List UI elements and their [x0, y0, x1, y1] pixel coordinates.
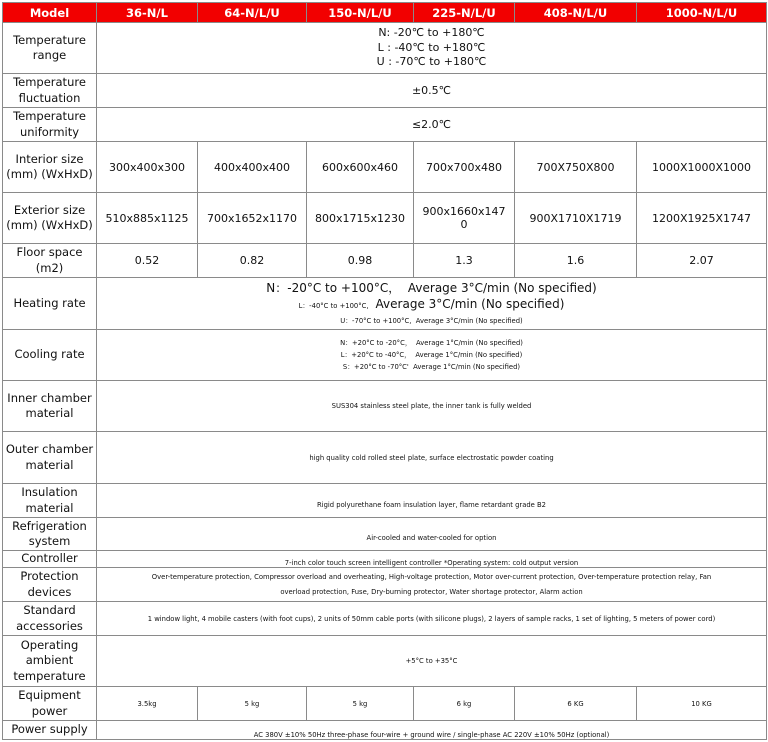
cooling-range: S：+20°C to -70°C'	[342, 363, 409, 371]
power-supply-value: AC 380V ±10% 50Hz three-phase four-wire + ground wire / single-phase AC 220V ±10% 50Hz (optional)	[97, 721, 767, 740]
row-label: Controller	[3, 551, 97, 568]
row-equipment-power	[3, 687, 767, 721]
header-model: 150-N/L/U	[307, 3, 414, 23]
cooling-line	[99, 361, 764, 373]
header-model: 64-N/L/U	[198, 3, 307, 23]
cell-value: 1.3	[414, 244, 515, 278]
heating-rate-text: Average 3°C/min (No specified)	[375, 296, 565, 311]
cell-value: 0.98	[307, 244, 414, 278]
ambient-value: +5°C to +35°C	[97, 636, 767, 687]
row-heating-rate	[3, 278, 767, 330]
row-exterior-size	[3, 193, 767, 244]
heating-range: N：-20°C to +100°C，	[266, 280, 401, 295]
row-interior-size	[3, 142, 767, 193]
row-label: Floor space (m2)	[3, 244, 97, 278]
range-line: N: -20℃ to +180℃	[378, 26, 485, 40]
cell-value: 510x885x1125	[97, 193, 198, 244]
row-temperature-uniformity	[3, 108, 767, 142]
outer-chamber-value: high quality cold rolled steel plate, surface electrostatic powder coating	[97, 432, 767, 484]
heating-line	[99, 314, 764, 328]
row-label: Temperature range	[3, 23, 97, 74]
row-controller	[3, 551, 767, 568]
cooling-rate-text: Average 1°C/min (No specified)	[415, 351, 523, 359]
heating-rate-text: Average 3°C/min (No specified)	[415, 316, 523, 325]
range-line: U : -70℃ to +180℃	[376, 55, 487, 69]
temperature-range-value	[97, 23, 767, 74]
header-row	[3, 3, 767, 23]
cell-value: 700X750X800	[515, 142, 637, 193]
row-accessories	[3, 602, 767, 636]
heating-rate-value	[97, 278, 767, 330]
row-refrigeration	[3, 518, 767, 551]
protection-line: Over-temperature protection, Compressor overload and overheating, High-voltage protection, Motor over-current protection, Over-temperature protection relay, Fan	[151, 572, 712, 581]
cell-value: 6 KG	[515, 687, 637, 721]
controller-value: 7-inch color touch screen intelligent controller *Operating system: cold output version	[97, 551, 767, 568]
row-label: Operating ambient temperature	[3, 636, 97, 687]
row-outer-chamber	[3, 432, 767, 484]
row-label: Inner chamber material	[3, 381, 97, 432]
spec-table	[2, 2, 767, 740]
heating-line	[99, 280, 764, 296]
heating-range: U：-70°C to +100°C,	[340, 316, 412, 325]
range-line: L : -40℃ to +180℃	[377, 40, 486, 54]
row-label: Refrigeration system	[3, 518, 97, 551]
row-label: Interior size (mm) (WxHxD)	[3, 142, 97, 193]
row-label: Temperature fluctuation	[3, 74, 97, 108]
header-model: 225-N/L/U	[414, 3, 515, 23]
cooling-line	[99, 349, 764, 361]
cell-value: 1200X1925X1747	[637, 193, 767, 244]
cooling-line	[99, 337, 764, 349]
cell-value: 3.5kg	[97, 687, 198, 721]
heating-range: L：-40°C to +100°C,	[298, 301, 369, 310]
row-inner-chamber	[3, 381, 767, 432]
row-label: Temperature uniformity	[3, 108, 97, 142]
accessories-value: 1 window light, 4 mobile casters (with foot cups), 2 units of 50mm cable ports (with silicone plugs), 2 layers of sample racks, 1 set of lighting, 5 meters of power cord)	[97, 602, 767, 636]
cooling-range: N：+20°C to -20°C，	[340, 339, 412, 347]
cell-value: 600x600x460	[307, 142, 414, 193]
row-label: Equipment power	[3, 687, 97, 721]
row-label: Exterior size (mm) (WxHxD)	[3, 193, 97, 244]
row-label: Cooling rate	[3, 330, 97, 381]
row-floor-space	[3, 244, 767, 278]
cooling-range: L：+20°C to -40°C，	[340, 351, 411, 359]
cell-value: 2.07	[637, 244, 767, 278]
row-label: Standard accessories	[3, 602, 97, 636]
header-model-label: Model	[3, 3, 97, 23]
cell-value: 0.82	[198, 244, 307, 278]
header-model: 408-N/L/U	[515, 3, 637, 23]
fluctuation-value: ±0.5℃	[97, 74, 767, 108]
protection-value	[97, 568, 767, 602]
row-protection	[3, 568, 767, 602]
insulation-value: Rigid polyurethane foam insulation layer, flame retardant grade B2	[97, 484, 767, 518]
cell-value: 700x1652x1170	[198, 193, 307, 244]
uniformity-value: ≤2.0℃	[97, 108, 767, 142]
header-model: 1000-N/L/U	[637, 3, 767, 23]
cell-value: 5 kg	[198, 687, 307, 721]
row-label: Power supply	[3, 721, 97, 740]
cell-value: 10 KG	[637, 687, 767, 721]
row-label: Heating rate	[3, 278, 97, 330]
row-cooling-rate	[3, 330, 767, 381]
cell-value: 900x1660x1470	[414, 193, 515, 244]
cell-value: 1000X1000X1000	[637, 142, 767, 193]
cell-value: 300x400x300	[97, 142, 198, 193]
row-temperature-range	[3, 23, 767, 74]
row-label: Insulation material	[3, 484, 97, 518]
row-temperature-fluctuation	[3, 74, 767, 108]
cell-value: 0.52	[97, 244, 198, 278]
refrigeration-value: Air-cooled and water-cooled for option	[97, 518, 767, 551]
cell-value: 5 kg	[307, 687, 414, 721]
cell-value: 1.6	[515, 244, 637, 278]
row-ambient	[3, 636, 767, 687]
cell-value: 900X1710X1719	[515, 193, 637, 244]
heating-rate-text: Average 3°C/min (No specified)	[407, 280, 597, 295]
cooling-rate-value	[97, 330, 767, 381]
inner-chamber-value: SUS304 stainless steel plate, the inner tank is fully welded	[97, 381, 767, 432]
cell-value: 700x700x480	[414, 142, 515, 193]
row-label: Protection devices	[3, 568, 97, 602]
protection-line: overload protection, Fuse, Dry-burning protector, Water shortage protector, Alarm action	[280, 587, 583, 596]
row-insulation	[3, 484, 767, 518]
row-power-supply	[3, 721, 767, 740]
cell-value: 800x1715x1230	[307, 193, 414, 244]
cooling-rate-text: Average 1°C/min (No specified)	[415, 339, 523, 347]
cell-value: 6 kg	[414, 687, 515, 721]
heating-line	[99, 296, 764, 314]
cooling-rate-text: Average 1°C/min (No specified)	[413, 363, 521, 371]
row-label: Outer chamber material	[3, 432, 97, 484]
header-model: 36-N/L	[97, 3, 198, 23]
cell-value: 400x400x400	[198, 142, 307, 193]
